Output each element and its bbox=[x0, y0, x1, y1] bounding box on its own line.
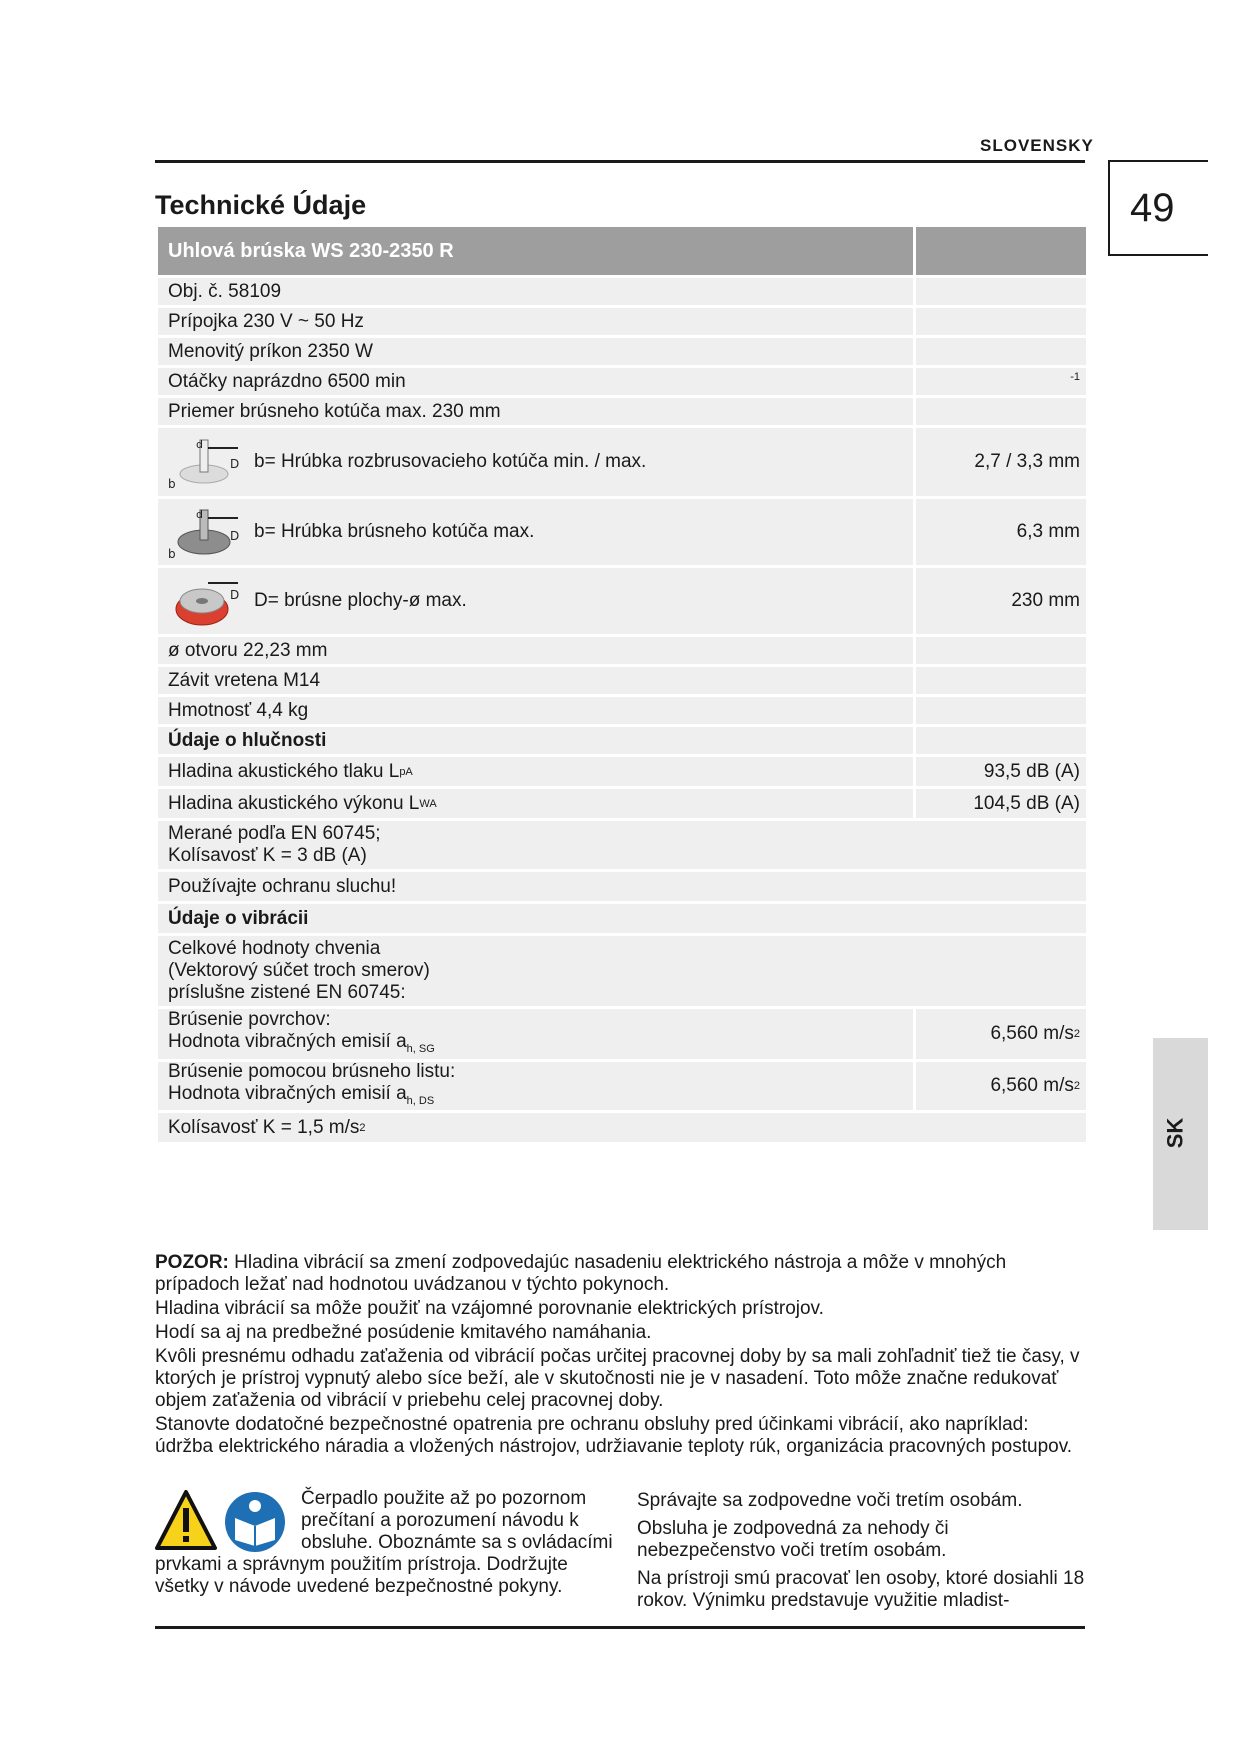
table-title: Uhlová brúska WS 230-2350 R bbox=[158, 227, 913, 275]
tech-data-table bbox=[158, 227, 1086, 1145]
table-row: Obj. č. 58109 bbox=[158, 278, 1086, 305]
table-row: Brúsenie pomocou brúsneho listu: Hodnota vibračných emisií $a_{h, DS}$ 6,560 m/s 2 bbox=[158, 1062, 1086, 1110]
table-row-icon: d D b b= Hrúbka brúsneho kotúča max. 6,3 mm bbox=[158, 499, 1086, 565]
noise-title-row: Údaje o hlučnosti bbox=[158, 727, 1086, 754]
svg-text:b: b bbox=[168, 477, 176, 490]
table-row: Hmotnosť 4,4 kg bbox=[158, 697, 1086, 724]
top-divider bbox=[155, 160, 1085, 163]
table-row: Kolísavosť K = 1,5 m/s 2 bbox=[158, 1113, 1086, 1142]
vibration-title-row: Údaje o vibrácii bbox=[158, 904, 1086, 933]
table-row-icon: D D= brúsne plochy-ø max. 230 mm bbox=[158, 568, 1086, 634]
table-row: Brúsenie povrchov: Hodnota vibračných emisií $a_{h, SG}$ 6,560 m/s 2 bbox=[158, 1009, 1086, 1059]
table-row-icon: d D b b= Hrúbka rozbrusovacieho kotúča min. / max. 2,7 / 3,3 mm bbox=[158, 428, 1086, 496]
svg-text:D: D bbox=[230, 457, 240, 471]
table-row: Prípojka 230 V ~ 50 Hz bbox=[158, 308, 1086, 335]
svg-text:d: d bbox=[196, 508, 203, 521]
table-row: Priemer brúsneho kotúča max. 230 mm bbox=[158, 398, 1086, 425]
warning-label: POZOR: bbox=[155, 1252, 229, 1273]
language-tab-label: SK bbox=[1162, 1117, 1188, 1149]
table-row: Celkové hodnoty chvenia (Vektorový súčet troch smerov) príslušne zistené EN 60745: bbox=[158, 936, 1086, 1006]
page-number: 49 bbox=[1130, 186, 1175, 230]
table-row: Menovitý príkon 2350 W bbox=[158, 338, 1086, 365]
bottom-divider bbox=[155, 1626, 1085, 1629]
language-header: SLOVENSKY bbox=[980, 136, 1094, 155]
table-row: Hladina akustického tlaku L pA 93,5 dB (A) bbox=[158, 757, 1086, 786]
table-row: Používajte ochranu sluchu! bbox=[158, 872, 1086, 901]
svg-text:D: D bbox=[230, 529, 240, 543]
svg-text:D: D bbox=[230, 588, 240, 602]
vibration-notes: POZOR: Hladina vibrácií sa zmení zodpovedajúc nasadeniu elektrického nástroja a môže v mnohých prípadoch ležať nad hodnotou uvádzanou v týchto pokynoch. Hladina vibrácií sa môže použiť na vzájomné porovnanie elektrických prístrojov. Hodí sa aj na predbežné posúdenie kmitavého namáhania. Kvôli presnému odhadu zaťaženia od vibrácií počas určitej pracovnej doby by sa mali zohľadniť tiež tie časy, v ktorých je prístroj vypnutý alebo síce beží, ale v skutočnosti nie je v nasadení. Toto môže značne redukovať objem zaťaženia od vibrácií v priebehu celej pracovnej doby. Stanovte dodatočné bezpečnostné opatrenia pre ochranu obsluhy pred účinkami vibrácií, ako napríklad: údržba elektrického náradia a vložených nástrojov, udržiavanie teploty rúk, organizácia pracovných postupov. bbox=[155, 1252, 1080, 1457]
grinding-disc-icon bbox=[168, 504, 242, 560]
table-row: Otáčky naprázdno 6500 min -1 bbox=[158, 368, 1086, 395]
cutting-disc-icon bbox=[168, 434, 242, 490]
table-row: Hladina akustického výkonu L WA 104,5 dB (A) bbox=[158, 789, 1086, 818]
section-title: Technické Údaje bbox=[155, 190, 367, 220]
safety-instruction: Čerpadlo použite až po pozornom prečítaní a porozumení návodu k obsluhe. Oboznámte sa s ovládacími prvkami a správnym použitím prístroja. Dodržujte všetky v návode uvedené bezpečnostné pokyny. bbox=[155, 1488, 613, 1597]
sanding-disc-icon bbox=[168, 573, 242, 629]
table-row: Merané podľa EN 60745; Kolísavosť K = 3 dB (A) bbox=[158, 821, 1086, 869]
warning-manual-icons bbox=[155, 1488, 293, 1554]
table-row: Závit vretena M14 bbox=[158, 667, 1086, 694]
third-party-notes: Správajte sa zodpovedne voči tretím osobám. Obsluha je zodpovedná za nehody či nebezpečenstvo voči tretím osobám. Na prístroji smú pracovať len osoby, ktoré dosiahli 18 rokov. Výnimku predstavuje využitie mladist- bbox=[637, 1490, 1085, 1611]
table-row: ø otvoru 22,23 mm bbox=[158, 637, 1086, 664]
table-header-row bbox=[158, 227, 1086, 275]
svg-text:b: b bbox=[168, 547, 176, 560]
svg-text:d: d bbox=[196, 438, 203, 451]
